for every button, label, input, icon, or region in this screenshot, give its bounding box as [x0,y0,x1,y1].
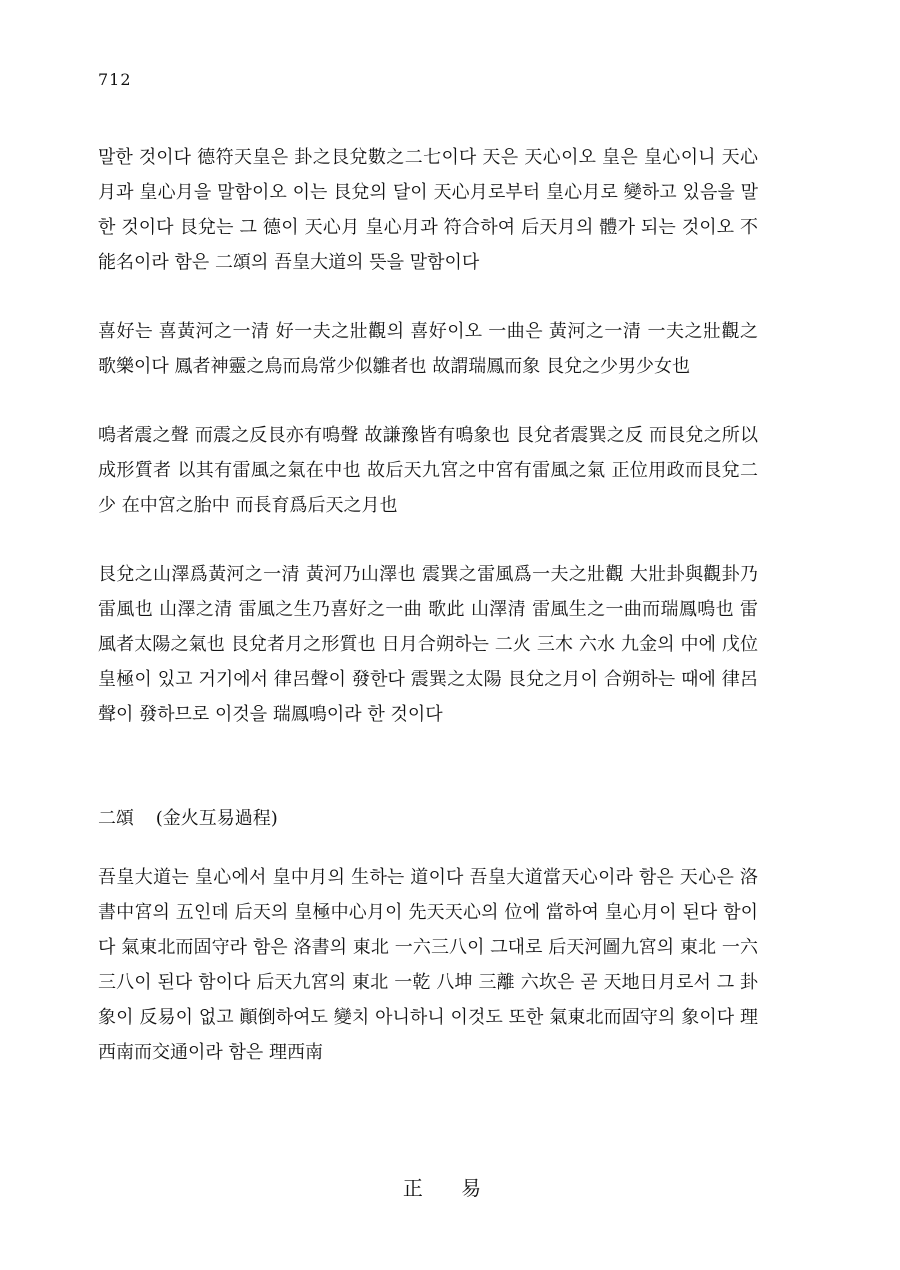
section-heading [98,804,758,834]
paragraph-4: 艮兌之山澤爲黃河之一清 黃河乃山澤也 震巽之雷風爲一夫之壯觀 大壯卦與觀卦乃雷風也 山澤之清 雷風之生乃喜好之一曲 歌此 山澤清 雷風生之一曲而瑞鳳鳴也 雷風者太陽之氣也 艮兌者月之形質也 日月合朔하는 二火 三木 六水 九金의 中에 戊位皇極이 있고 거기에서 律呂聲이 發한다 震巽之太陽 艮兌之月이 合朔하는 때에 律呂聲이 發하므로 이것을 瑞鳳鳴이라 한 것이다 [98,564,758,725]
paragraph-2: 喜好는 喜黃河之一清 好一夫之壯觀의 喜好이오 一曲은 黃河之一清 一夫之壯觀之歌樂이다 鳳者神靈之鳥而鳥常少似雛者也 故謂瑞鳳而象 艮兌之少男少女也 [98,321,758,377]
document-body [98,140,758,1104]
paragraph-1: 말한 것이다 德符天皇은 卦之艮兌數之二七이다 天은 天心이오 皇은 皇心이니 天心月과 皇心月을 말함이오 이는 艮兌의 달이 天心月로부터 皇心月로 變하고 있음을 말한 것이다 艮兌는 그 德이 天心月 皇心月과 符合하여 后天月의 體가 되는 것이오 不能名이라 함은 二頌의 吾皇大道의 뜻을 말함이다 [98,147,758,273]
section-title: 二頌 [98,808,134,829]
paragraph-3: 鳴者震之聲 而震之反艮亦有鳴聲 故謙豫皆有鳴象也 艮兌者震巽之反 而艮兌之所以成形質者 以其有雷風之氣在中也 故后天九宮之中宮有雷風之氣 正位用政而艮兌二少 在中宮之胎中 而長育爲后天之月也 [98,425,758,516]
page-number: 712 [98,70,132,89]
section-subtitle: (金火互易過程) [155,808,278,829]
section-paragraph: 吾皇大道는 皇心에서 皇中月의 生하는 道이다 吾皇大道當天心이라 함은 天心은 洛書中宮의 五인데 后天의 皇極中心月이 先天天心의 位에 當하여 皇心月이 된다 함이다 氣東北而固守라 함은 洛書의 東北 一六三八이 그대로 后天河圖九宮의 東北 一六三八이 된다 함이다 后天九宮의 東北 一乾 八坤 三離 六坎은 곧 天地日月로서 그 卦象이 反易이 없고 顚倒하여도 變치 아니하니 이것도 또한 氣東北而固守의 象이다 理西南而交通이라 함은 理西南 [98,867,758,1063]
book-title-footer: 正 易 [402,1176,498,1200]
